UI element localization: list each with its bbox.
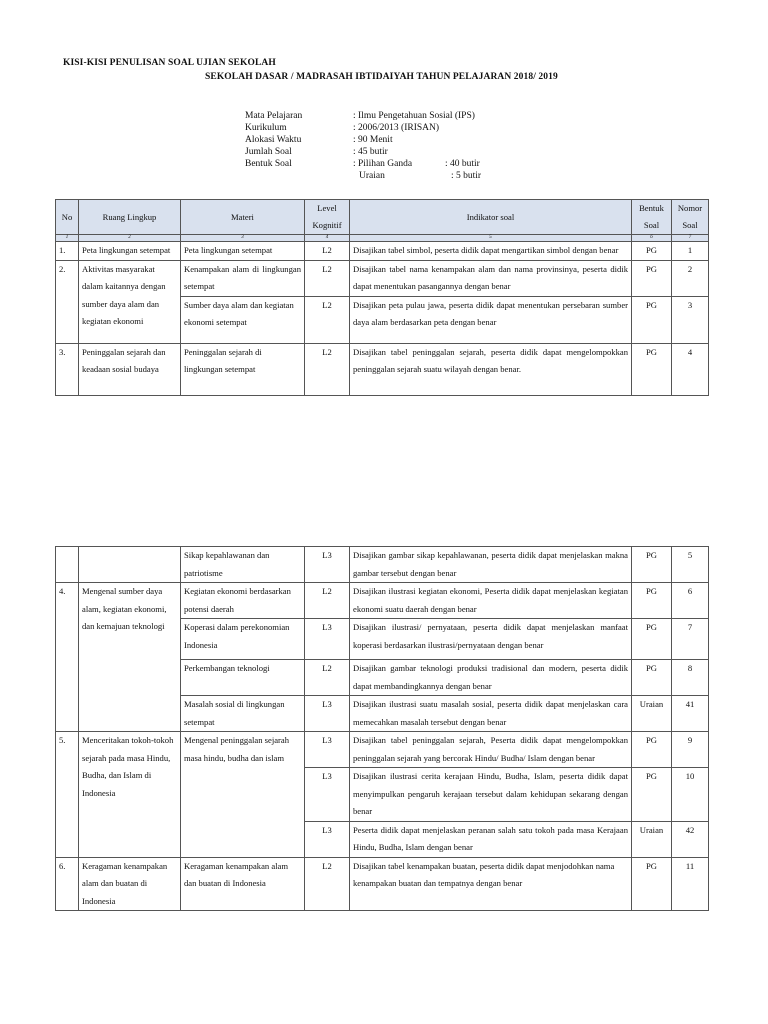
cell-nomor: 3	[672, 296, 709, 343]
cell-bentuk: Uraian	[632, 821, 672, 857]
cell-ruang-lingkup: Peta lingkungan setempat	[79, 242, 181, 261]
col-number: 4	[305, 235, 350, 242]
cell-no: 2.	[56, 260, 79, 343]
cell-nomor: 8	[672, 660, 709, 696]
meta-jumlah	[245, 146, 481, 158]
cell-materi: Mengenal peninggalan sejarah masa hindu, budha dan islam	[181, 732, 305, 858]
cell-level: L2	[305, 660, 350, 696]
cell-indikator: Disajikan tabel kenampakan buatan, peserta didik dapat menjodohkan nama kenampakan buatan dan tempatnya dengan benar	[350, 857, 632, 911]
cell-indikator: Disajikan ilustrasi cerita kerajaan Hindu, Budha, Islam, peserta didik dapat menyimpulkan pengaruh kerajaan tersebut dalam kehidupan sekarang dengan benar	[350, 768, 632, 822]
cell-bentuk: PG	[632, 547, 672, 583]
cell-no: 5.	[56, 732, 79, 858]
table-row	[56, 857, 709, 911]
table-row	[56, 260, 709, 296]
cell-indikator: Disajikan ilustrasi/ pernyataan, peserta didik dapat menjelaskan manfaat koperasi berdasarkan ilustrasi/pernyataan dengan benar	[350, 619, 632, 660]
cell-materi: Koperasi dalam perekonomian Indonesia	[181, 619, 305, 660]
col-number: 1	[56, 235, 79, 242]
header-nomor-soal: Nomor Soal	[672, 200, 709, 235]
meta-bentuk	[245, 158, 481, 170]
cell-level: L2	[305, 260, 350, 296]
cell-indikator: Disajikan tabel peninggalan sejarah, Peserta didik dapat mengelompokkan peninggalan sejarah yang bercorak Hindu/ Budha/ Islam dengan benar	[350, 732, 632, 768]
cell-nomor: 6	[672, 583, 709, 619]
cell-ruang-lingkup: Peninggalan sejarah dan keadaan sosial budaya	[79, 343, 181, 395]
cell-materi: Masalah sosial di lingkungan setempat	[181, 696, 305, 732]
cell-ruang-lingkup: Menceritakan tokoh-tokoh sejarah pada masa Hindu, Budha, dan Islam di Indonesia	[79, 732, 181, 858]
meta-uraian	[245, 170, 481, 182]
cell-materi: Kenampakan alam di lingkungan setempat	[181, 260, 305, 296]
cell-nomor: 42	[672, 821, 709, 857]
kisi-kisi-table-page1	[55, 199, 709, 396]
meta-label: Kurikulum	[245, 123, 287, 133]
cell-level: L3	[305, 821, 350, 857]
cell-bentuk: PG	[632, 242, 672, 261]
cell-bentuk: PG	[632, 857, 672, 911]
cell-level: L3	[305, 732, 350, 768]
cell-indikator: Disajikan gambar teknologi produksi tradisional dan modern, peserta didik dapat membandingkannya dengan benar	[350, 660, 632, 696]
table-row	[56, 583, 709, 619]
cell-bentuk: PG	[632, 619, 672, 660]
cell-bentuk: PG	[632, 660, 672, 696]
header-level-kognitif: Level Kognitif	[305, 200, 350, 235]
cell-indikator: Peserta didik dapat menjelaskan peranan salah satu tokoh pada masa Kerajaan Hindu, Budha, Islam dengan benar	[350, 821, 632, 857]
meta-value: : Pilihan Ganda	[353, 159, 413, 169]
cell-bentuk: PG	[632, 732, 672, 768]
cell-indikator: Disajikan ilustrasi kegiatan ekonomi, Peserta didik dapat menjelaskan kegiatan ekonomi suatu daerah dengan benar	[350, 583, 632, 619]
col-number: 5	[350, 235, 632, 242]
cell-level: L2	[305, 857, 350, 911]
cell-nomor: 7	[672, 619, 709, 660]
meta-value: : 2006/2013 (IRISAN)	[353, 123, 440, 133]
header-bentuk-soal: Bentuk Soal	[632, 200, 672, 235]
meta-label: Jumlah Soal	[245, 147, 292, 157]
meta-waktu	[245, 134, 481, 146]
cell-indikator: Disajikan tabel peninggalan sejarah, peserta didik dapat mengelompokkan peninggalan sejarah suatu wilayah dengan benar.	[350, 343, 632, 395]
cell-ruang-lingkup: Keragaman kenampakan alam dan buatan di Indonesia	[79, 857, 181, 911]
meta-label: Mata Pelajaran	[245, 111, 303, 121]
cell-no: 3.	[56, 343, 79, 395]
column-number-row	[56, 235, 709, 242]
meta-value: : 45 butir	[353, 147, 388, 157]
kisi-kisi-table-page2	[55, 546, 709, 911]
cell-bentuk: Uraian	[632, 696, 672, 732]
cell-materi: Sikap kepahlawanan dan patriotisme	[181, 547, 305, 583]
header-no: No	[56, 200, 79, 235]
cell-nomor: 41	[672, 696, 709, 732]
table-header-row	[56, 200, 709, 235]
table-row	[56, 242, 709, 261]
cell-ruang-lingkup: Mengenal sumber daya alam, kegiatan ekonomi, dan kemajuan teknologi	[79, 583, 181, 732]
header-indikator: Indikator soal	[350, 200, 632, 235]
cell-indikator: Disajikan peta pulau jawa, peserta didik dapat menentukan persebaran sumber daya alam berdasarkan peta dengan benar	[350, 296, 632, 343]
document-subtitle: SEKOLAH DASAR / MADRASAH IBTIDAIYAH TAHUN PELAJARAN 2018/ 2019	[205, 72, 558, 82]
meta-spacer	[245, 170, 353, 182]
meta-label: Bentuk Soal	[245, 159, 292, 169]
cell-nomor: 4	[672, 343, 709, 395]
table-row	[56, 732, 709, 768]
cell-indikator: Disajikan tabel simbol, peserta didik dapat mengartikan simbol dengan benar	[350, 242, 632, 261]
cell-indikator: Disajikan tabel nama kenampakan alam dan nama provinsinya, peserta didik dapat menentukan pasangannya dengan benar	[350, 260, 632, 296]
meta-label: Alokasi Waktu	[245, 135, 302, 145]
col-number: 3	[181, 235, 305, 242]
table-row	[56, 343, 709, 395]
cell-materi: Perkembangan teknologi	[181, 660, 305, 696]
exam-metadata	[245, 110, 481, 182]
meta-count: : 40 butir	[445, 159, 480, 169]
meta-value: : Ilmu Pengetahuan Sosial (IPS)	[353, 111, 475, 121]
meta-value: : 90 Menit	[353, 135, 393, 145]
cell-level: L2	[305, 296, 350, 343]
cell-bentuk: PG	[632, 260, 672, 296]
cell-ruang-lingkup	[79, 547, 181, 583]
cell-nomor: 11	[672, 857, 709, 911]
meta-kurikulum	[245, 122, 481, 134]
cell-no: 6.	[56, 857, 79, 911]
cell-level: L2	[305, 242, 350, 261]
meta-count: : 5 butir	[451, 171, 482, 181]
cell-level: L3	[305, 768, 350, 822]
document-title: KISI-KISI PENULISAN SOAL UJIAN SEKOLAH	[63, 58, 276, 68]
cell-indikator: Disajikan ilustrasi suatu masalah sosial, peserta didik dapat menjelaskan cara memecahkan masalah tersebut dengan benar	[350, 696, 632, 732]
meta-value: Uraian	[359, 171, 385, 181]
cell-bentuk: PG	[632, 343, 672, 395]
cell-bentuk: PG	[632, 296, 672, 343]
table-row	[56, 547, 709, 583]
cell-nomor: 9	[672, 732, 709, 768]
cell-materi: Sumber daya alam dan kegiatan ekonomi setempat	[181, 296, 305, 343]
cell-level: L3	[305, 696, 350, 732]
col-number: 7	[672, 235, 709, 242]
cell-bentuk: PG	[632, 583, 672, 619]
cell-level: L3	[305, 619, 350, 660]
cell-materi: Peta lingkungan setempat	[181, 242, 305, 261]
cell-nomor: 1	[672, 242, 709, 261]
cell-level: L2	[305, 583, 350, 619]
header-ruang-lingkup: Ruang Lingkup	[79, 200, 181, 235]
cell-materi: Kegiatan ekonomi berdasarkan potensi daerah	[181, 583, 305, 619]
cell-no: 1.	[56, 242, 79, 261]
col-number: 2	[79, 235, 181, 242]
header-materi: Materi	[181, 200, 305, 235]
cell-no	[56, 547, 79, 583]
cell-bentuk: PG	[632, 768, 672, 822]
cell-nomor: 10	[672, 768, 709, 822]
col-number: 6	[632, 235, 672, 242]
cell-nomor: 5	[672, 547, 709, 583]
cell-nomor: 2	[672, 260, 709, 296]
cell-level: L3	[305, 547, 350, 583]
cell-materi: Peninggalan sejarah di lingkungan setempat	[181, 343, 305, 395]
cell-ruang-lingkup: Aktivitas masyarakat dalam kaitannya dengan sumber daya alam dan kegiatan ekonomi	[79, 260, 181, 343]
cell-no: 4.	[56, 583, 79, 732]
meta-mapel	[245, 110, 481, 122]
cell-level: L2	[305, 343, 350, 395]
cell-materi: Keragaman kenampakan alam dan buatan di Indonesia	[181, 857, 305, 911]
cell-indikator: Disajikan gambar sikap kepahlawanan, peserta didik dapat menjelaskan makna gambar tersebut dengan benar	[350, 547, 632, 583]
